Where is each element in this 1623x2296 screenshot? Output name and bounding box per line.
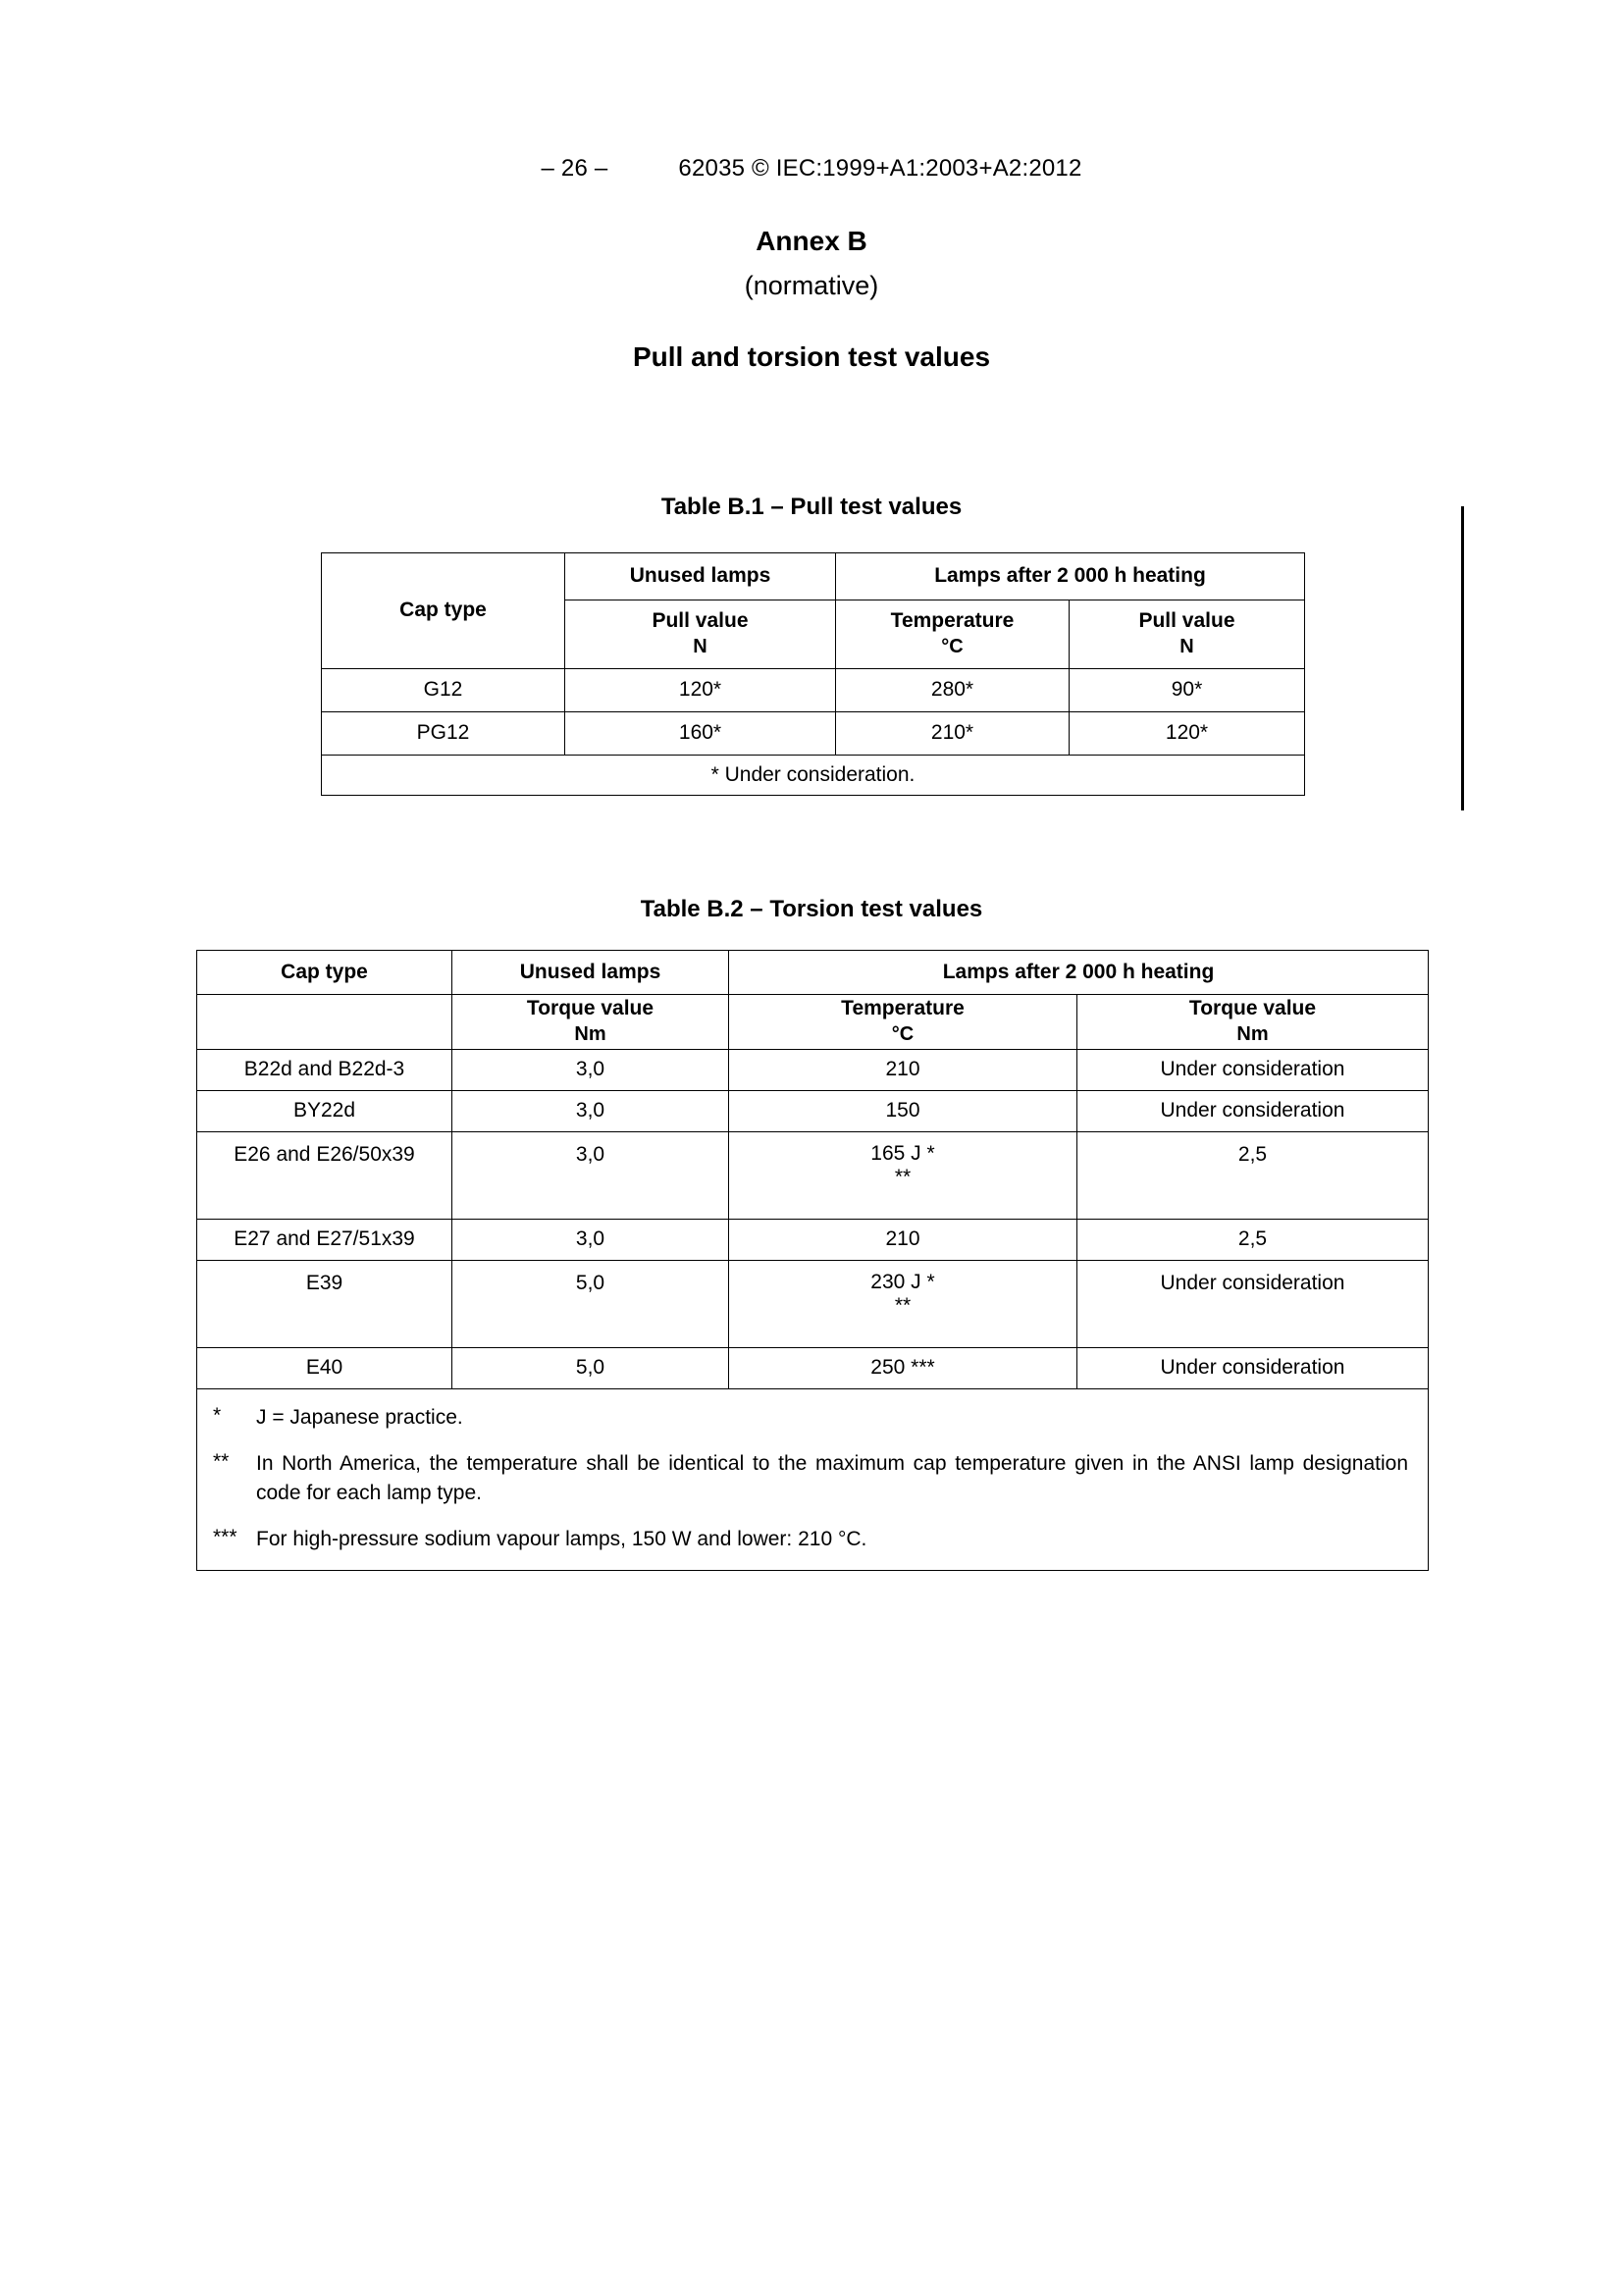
cell-torque-unused: 3,0 (452, 1050, 729, 1091)
cell-pull-unused: 120* (565, 669, 836, 712)
table-b1-col-pull-value-after-unit: N (1179, 636, 1194, 658)
cell-temperature: 210 (729, 1050, 1077, 1091)
cell-cap-type: G12 (322, 669, 565, 712)
cell-torque-after: Under consideration (1077, 1091, 1429, 1132)
cell-temperature-note: ** (894, 1166, 912, 1189)
cell-torque-unused: 5,0 (452, 1261, 729, 1348)
table-b2-col-temperature (729, 995, 1077, 1050)
cell-torque-unused: 3,0 (452, 1132, 729, 1220)
table-b2-caption: Table B.2 – Torsion test values (640, 896, 983, 922)
footnote-text: In North America, the temperature shall be identical to the maximum cap temperature given in the ANSI lamp designation code for each lamp type. (256, 1452, 1408, 1504)
table-b2-col-torque-value-unused-unit: Nm (574, 1023, 606, 1046)
table-b1-col-pull-value-unused-label: Pull value (652, 609, 749, 633)
cell-temperature: 210 (729, 1220, 1077, 1261)
table-b2-col-cap-type: Cap type (197, 951, 452, 995)
footnote-mark: *** (213, 1526, 237, 1549)
table-b1-col-after-heating: Lamps after 2 000 h heating (836, 553, 1305, 600)
cell-pull-after: 120* (1070, 712, 1305, 756)
table-b2-torsion-test-values (196, 950, 1429, 1571)
cell-torque-unused: 5,0 (452, 1348, 729, 1389)
footnote-mark: * (213, 1404, 222, 1427)
cell-pull-after: 90* (1070, 669, 1305, 712)
cell-torque-after: Under consideration (1077, 1050, 1429, 1091)
cell-temperature-line1: 165 J * (870, 1142, 935, 1165)
table-b1-header-row-1 (322, 553, 1305, 600)
table-row (197, 1132, 1429, 1220)
annex-title: Annex B (756, 226, 867, 256)
table-b1-pull-test-values (321, 552, 1305, 796)
cell-torque-after: 2,5 (1077, 1220, 1429, 1261)
table-row (197, 1261, 1429, 1348)
table-b1-col-pull-value-unused (565, 600, 836, 669)
cell-cap-type: E26 and E26/50x39 (197, 1132, 452, 1220)
table-b1-col-temperature-unit: °C (941, 636, 964, 658)
cell-temperature-line1: 230 J * (870, 1271, 935, 1293)
table-b1-footnote: * Under consideration. (322, 756, 1305, 796)
table-b2-header-row-1 (197, 951, 1429, 995)
table-b2-col-blank (197, 995, 452, 1050)
cell-torque-unused: 3,0 (452, 1091, 729, 1132)
table-b1-col-temperature-label: Temperature (890, 609, 1015, 633)
table-b2-header-row-2 (197, 995, 1429, 1050)
table-b1-col-cap-type: Cap type (322, 553, 565, 669)
footnote-mark: ** (213, 1450, 230, 1474)
table-row (197, 1050, 1429, 1091)
table-row (322, 669, 1305, 712)
cell-cap-type: E39 (197, 1261, 452, 1348)
cell-torque-unused: 3,0 (452, 1220, 729, 1261)
table-b2-col-torque-value-after (1077, 995, 1429, 1050)
footnote-item (211, 1403, 1408, 1432)
table-row (197, 1220, 1429, 1261)
table-row (322, 712, 1305, 756)
cell-cap-type: E27 and E27/51x39 (197, 1220, 452, 1261)
table-b2-footnotes (197, 1389, 1429, 1571)
cell-cap-type: E40 (197, 1348, 452, 1389)
table-row (197, 1091, 1429, 1132)
footnote-item (211, 1525, 1408, 1553)
cell-temperature-note: ** (894, 1294, 912, 1318)
cell-temperature (729, 1132, 1077, 1220)
annex-main-title: Pull and torsion test values (632, 341, 991, 372)
page-number: – 26 – (541, 155, 608, 182)
table-b2-col-unused-lamps: Unused lamps (452, 951, 729, 995)
table-b2-footnote-row (197, 1389, 1429, 1571)
table-b1-col-pull-value-after-label: Pull value (1138, 609, 1235, 633)
table-b2-col-torque-value-after-unit: Nm (1236, 1023, 1269, 1046)
table-b1-footnote-row (322, 756, 1305, 796)
cell-temperature: 250 *** (729, 1348, 1077, 1389)
cell-temperature (729, 1261, 1077, 1348)
table-b2-col-torque-value-after-label: Torque value (1188, 997, 1317, 1020)
table-b2-col-torque-value-unused (452, 995, 729, 1050)
footnote-text: J = Japanese practice. (256, 1406, 463, 1429)
table-b1-col-unused-lamps: Unused lamps (565, 553, 836, 600)
cell-cap-type: BY22d (197, 1091, 452, 1132)
cell-torque-after: 2,5 (1077, 1132, 1429, 1220)
standard-reference: 62035 © IEC:1999+A1:2003+A2:2012 (678, 155, 1082, 182)
table-b1-col-pull-value-after (1070, 600, 1305, 669)
footnote-item (211, 1449, 1408, 1507)
table-b2-col-torque-value-unused-label: Torque value (526, 997, 654, 1020)
table-b2-col-temperature-label: Temperature (841, 997, 965, 1020)
cell-torque-after: Under consideration (1077, 1348, 1429, 1389)
table-row (197, 1348, 1429, 1389)
table-b2-col-temperature-unit: °C (891, 1023, 915, 1046)
cell-temperature: 210* (836, 712, 1070, 756)
cell-pull-unused: 160* (565, 712, 836, 756)
annex-subtitle: (normative) (744, 271, 879, 300)
footnote-text: For high-pressure sodium vapour lamps, 150 W and lower: 210 °C. (256, 1528, 867, 1551)
table-b1-caption: Table B.1 – Pull test values (660, 494, 963, 520)
amendment-change-bar (1461, 506, 1464, 810)
cell-temperature: 150 (729, 1091, 1077, 1132)
running-header (0, 155, 1623, 183)
cell-cap-type: B22d and B22d-3 (197, 1050, 452, 1091)
cell-cap-type: PG12 (322, 712, 565, 756)
table-b2-col-after-heating: Lamps after 2 000 h heating (729, 951, 1429, 995)
cell-torque-after: Under consideration (1077, 1261, 1429, 1348)
table-b1-col-temperature (836, 600, 1070, 669)
cell-temperature: 280* (836, 669, 1070, 712)
table-b1-col-pull-value-unused-unit: N (693, 636, 707, 658)
